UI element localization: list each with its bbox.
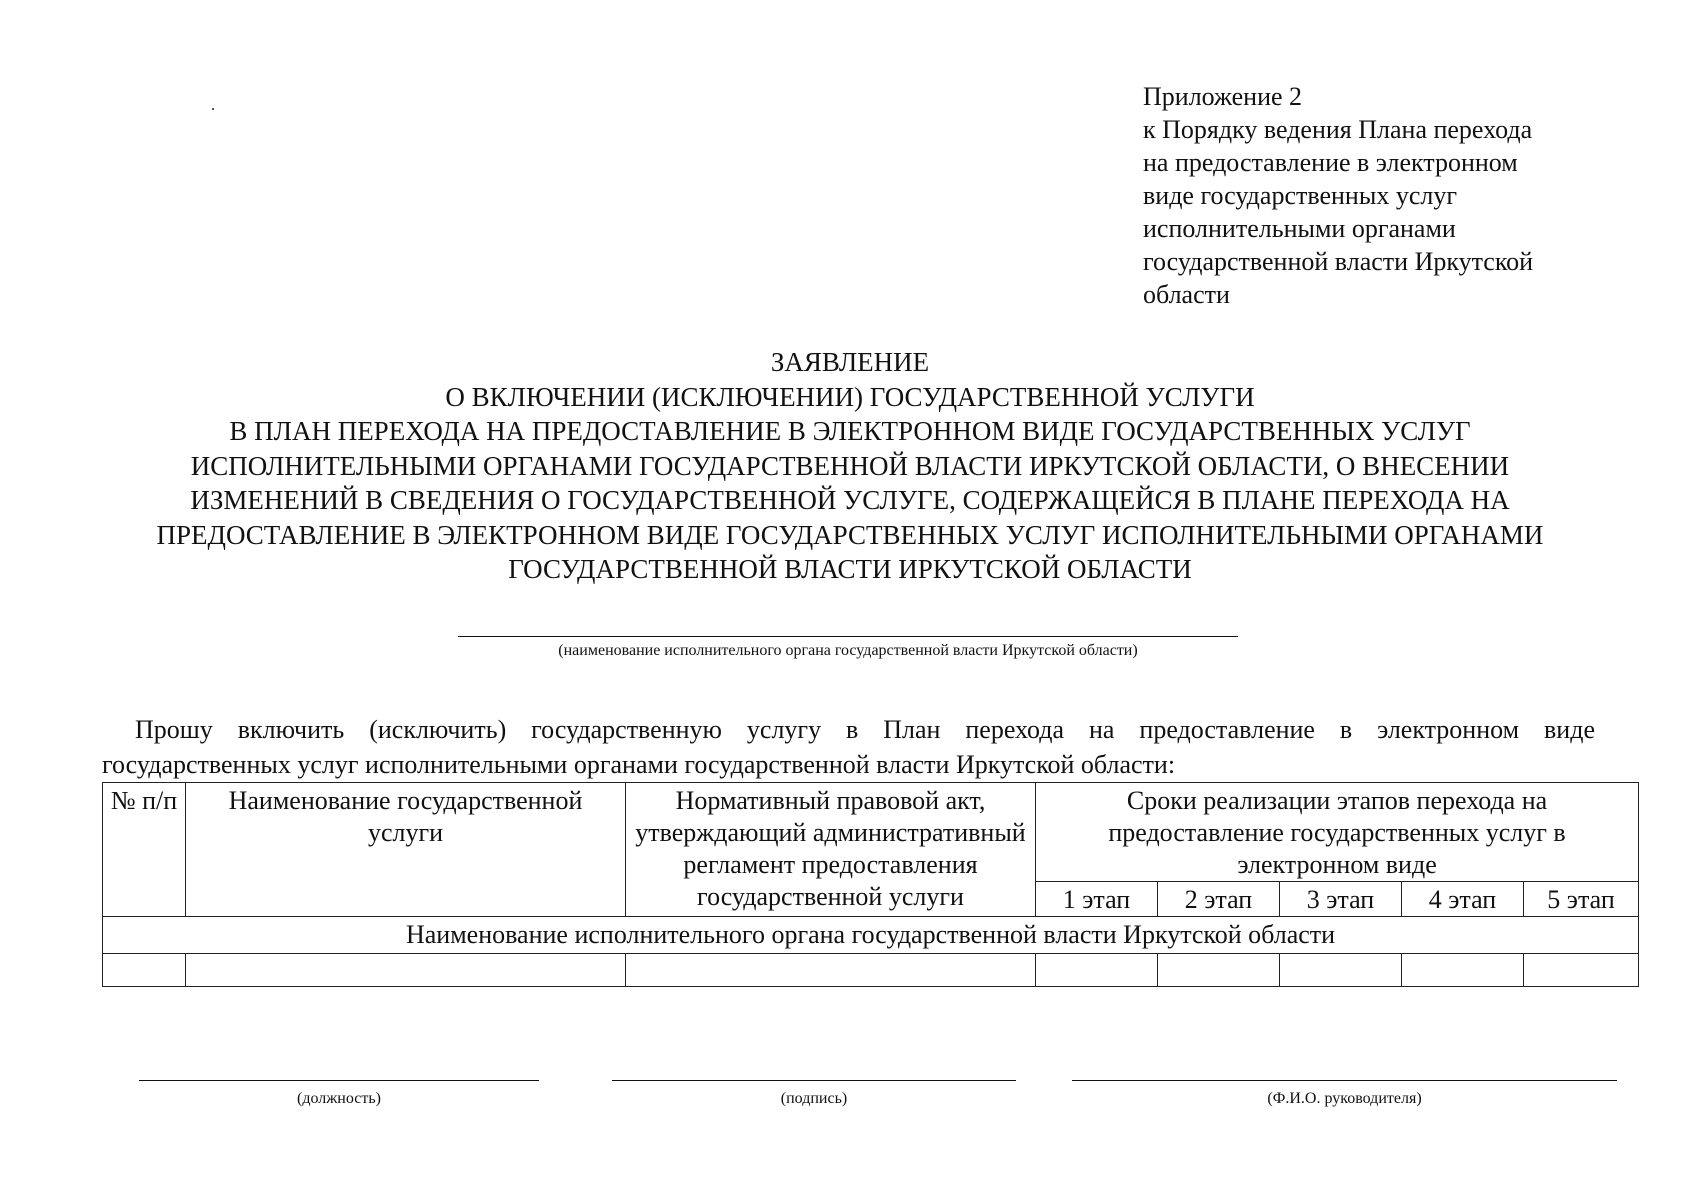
position-caption: (должность) <box>297 1090 381 1107</box>
request-line: государственных услуг исполнительными органами государственной власти Иркутской области: <box>102 750 1176 779</box>
title-line: ЗАЯВЛЕНИЕ <box>770 347 930 377</box>
table-row <box>103 954 1639 987</box>
signature-line[interactable] <box>612 1080 1016 1081</box>
full-name-line[interactable] <box>1072 1080 1617 1081</box>
table-cell[interactable] <box>186 954 626 987</box>
title-line: ГОСУДАРСТВЕННОЙ ВЛАСТИ ИРКУТСКОЙ ОБЛАСТИ <box>508 554 1192 584</box>
position-signature-line[interactable] <box>139 1080 539 1081</box>
table-cell[interactable] <box>1524 954 1639 987</box>
header-legal-act: Нормативный правовой акт, утверждающий административный регламент предоставления государственной услуги <box>626 783 1036 917</box>
title-line: В ПЛАН ПЕРЕХОДА НА ПРЕДОСТАВЛЕНИЕ В ЭЛЕКТРОННОМ ВИДЕ ГОСУДАРСТВЕННЫХ УСЛУГ <box>229 416 1471 446</box>
table-cell[interactable] <box>1036 954 1158 987</box>
title-line: ПРЕДОСТАВЛЕНИЕ В ЭЛЕКТРОННОМ ВИДЕ ГОСУДАРСТВЕННЫХ УСЛУГ ИСПОЛНИТЕЛЬНЫМИ ОРГАНАМИ <box>156 519 1544 550</box>
header-stage-3: 3 этап <box>1280 882 1402 917</box>
appendix-line: виде государственных услуг <box>1143 181 1457 210</box>
full-name-caption: (Ф.И.О. руководителя) <box>1267 1090 1422 1107</box>
request-line: Прошу включить (исключить) государственную услугу в План перехода на предоставление в электронном виде <box>135 715 1595 744</box>
table-cell[interactable] <box>103 954 186 987</box>
signature-caption: (подпись) <box>780 1090 848 1107</box>
section-org-name: Наименование исполнительного органа государственной власти Иркутской области <box>103 917 1639 954</box>
document-title <box>90 345 1610 587</box>
header-stage-2: 2 этап <box>1158 882 1280 917</box>
request-paragraph <box>102 712 1595 782</box>
appendix-line: исполнительными органами <box>1143 214 1456 243</box>
services-table <box>102 782 1639 987</box>
header-stage-4: 4 этап <box>1402 882 1524 917</box>
header-number: № п/п <box>103 783 186 917</box>
org-name-caption: (наименование исполнительного органа государственной власти Иркутской области) <box>558 642 1138 659</box>
table-cell[interactable] <box>1280 954 1402 987</box>
header-stage-1: 1 этап <box>1036 882 1158 917</box>
appendix-line: Приложение 2 <box>1143 82 1303 111</box>
table-section-row <box>103 917 1639 954</box>
table-header-row <box>103 783 1639 882</box>
appendix-note <box>1143 80 1613 311</box>
header-stage-5: 5 этап <box>1524 882 1639 917</box>
header-deadlines: Сроки реализации этапов перехода на предоставление государственных услуг в электронном виде <box>1036 783 1639 882</box>
appendix-line: к Порядку ведения Плана перехода <box>1143 115 1533 144</box>
title-line: О ВКЛЮЧЕНИИ (ИСКЛЮЧЕНИИ) ГОСУДАРСТВЕННОЙ УСЛУГИ <box>445 381 1255 412</box>
scan-speck <box>212 108 214 110</box>
title-line: ИСПОЛНИТЕЛЬНЫМИ ОРГАНАМИ ГОСУДАРСТВЕННОЙ ВЛАСТИ ИРКУТСКОЙ ОБЛАСТИ, О ВНЕСЕНИИ <box>190 450 1510 481</box>
appendix-line: на предоставление в электронном <box>1143 148 1518 177</box>
header-service-name: Наименование государственной услуги <box>186 783 626 917</box>
appendix-line: государственной власти Иркутской <box>1143 247 1534 276</box>
title-line: ИЗМЕНЕНИЙ В СВЕДЕНИЯ О ГОСУДАРСТВЕННОЙ УСЛУГЕ, СОДЕРЖАЩЕЙСЯ В ПЛАНЕ ПЕРЕХОДА НА <box>190 485 1510 515</box>
table-cell[interactable] <box>626 954 1036 987</box>
org-name-field[interactable] <box>458 636 1238 637</box>
appendix-line: области <box>1143 280 1230 309</box>
table-cell[interactable] <box>1158 954 1280 987</box>
table-cell[interactable] <box>1402 954 1524 987</box>
